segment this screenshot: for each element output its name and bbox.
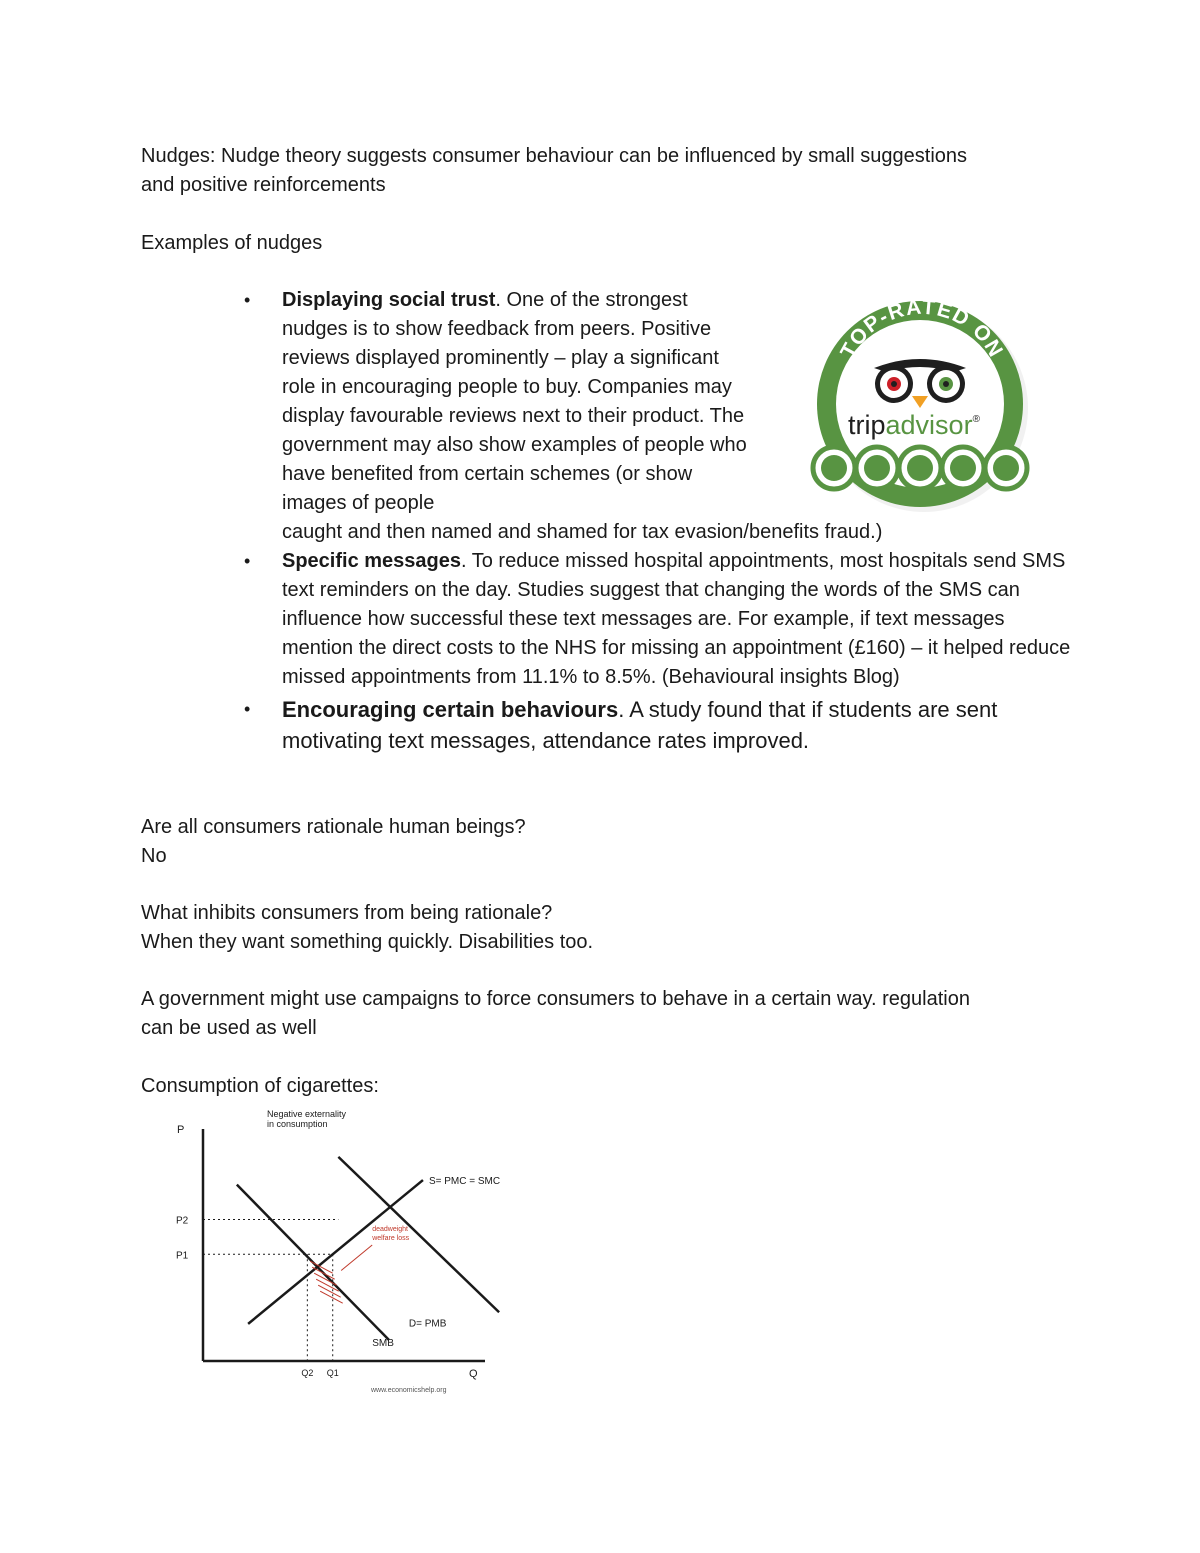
question-2 (141, 899, 1061, 957)
bullet-text-continued: caught and then named and shamed for tax evasion/benefits fraud.) (282, 521, 883, 543)
bullet-text: . To reduce missed hospital appointments, most hospitals send SMS text reminders on the day. Studies suggest that changing the words of the SMS can influence how successful these text messages are. For example, if text messages mention the direct costs to the NHS for missing an appointment (£160) – it helped reduce missed appointments from 11.1% to 8.5%. (Behavioural insights Blog) (282, 550, 1071, 688)
x-axis-label: Q (469, 1368, 478, 1380)
intro-paragraph (141, 142, 1061, 200)
y-axis-label: P (177, 1124, 185, 1136)
rating-circle-fill (821, 455, 847, 481)
cigarettes-heading: Consumption of cigarettes: (141, 1075, 379, 1097)
answer-text: No (141, 845, 167, 867)
intro-line-1: Nudges: Nudge theory suggests consumer behaviour can be influenced by small suggestions (141, 145, 968, 167)
annotation-line: welfare loss (372, 1235, 410, 1243)
chart-source: www.economicshelp.org (371, 1387, 447, 1394)
deadweight-hatch (312, 1267, 335, 1279)
x-tick-label: Q1 (326, 1368, 339, 1378)
series-label: S= PMC = SMC (428, 1176, 501, 1188)
government-note-line-1: A government might use campaigns to force consumers to behave in a certain way. regulation (141, 988, 970, 1010)
chart-title-line: in consumption (267, 1119, 328, 1129)
y-tick-label: P2 (176, 1215, 189, 1227)
bullet-icon: • (244, 699, 251, 719)
government-note (141, 985, 1061, 1043)
list-item (244, 547, 1074, 692)
government-note-line-2: can be used as well (141, 1017, 317, 1039)
answer-text: When they want something quickly. Disabilities too. (141, 931, 594, 953)
chart-title (267, 1109, 347, 1129)
bullet-text: . One of the strongest nudges is to show feedback from peers. Positive reviews displayed prominently – play a significant role in encouraging people to buy. Companies may display favourable reviews next to their product. The government may also show examples of people who have benefited from certain schemes (or show images of people (282, 289, 747, 514)
examples-heading: Examples of nudges (141, 232, 323, 254)
rating-circle-fill (950, 455, 976, 481)
x-tick-label: Q2 (301, 1368, 314, 1378)
y-tick-label: P1 (176, 1250, 189, 1262)
externality-chart (165, 1103, 510, 1398)
badge-brand-text: tripadvisor® (848, 410, 980, 440)
annotation-line: deadweight (372, 1226, 409, 1234)
tripadvisor-badge (804, 298, 1036, 516)
bullet-text: . A study found that if students are sent motivating text messages, attendance rates improved. (282, 697, 998, 753)
list-item (244, 286, 883, 547)
series-line (248, 1180, 423, 1324)
intro-line-2: and positive reinforcements (141, 174, 386, 196)
question-text: Are all consumers rationale human beings? (141, 816, 526, 838)
question-1 (141, 813, 1061, 871)
bullet-icon: • (244, 290, 251, 310)
bullet-title: Specific messages (282, 550, 461, 572)
series-label: SMB (372, 1338, 394, 1350)
annotation-arrow (341, 1245, 372, 1271)
series-label: D= PMB (408, 1318, 447, 1330)
bullet-icon: • (244, 551, 251, 571)
deadweight-hatch (320, 1291, 343, 1303)
bullet-title: Encouraging certain behaviours (282, 697, 619, 722)
rating-circle-fill (907, 455, 933, 481)
badge-arc-text: TOP-RATED ON (836, 298, 1008, 362)
chart-title-line: Negative externality (267, 1109, 347, 1119)
rating-circle-fill (993, 455, 1019, 481)
rating-circles (813, 447, 1027, 489)
bullet-title: Displaying social trust (282, 289, 496, 311)
list-item (244, 694, 1074, 756)
question-text: What inhibits consumers from being rationale? (141, 902, 553, 924)
rating-circle-fill (864, 455, 890, 481)
annotation-text (371, 1226, 409, 1242)
